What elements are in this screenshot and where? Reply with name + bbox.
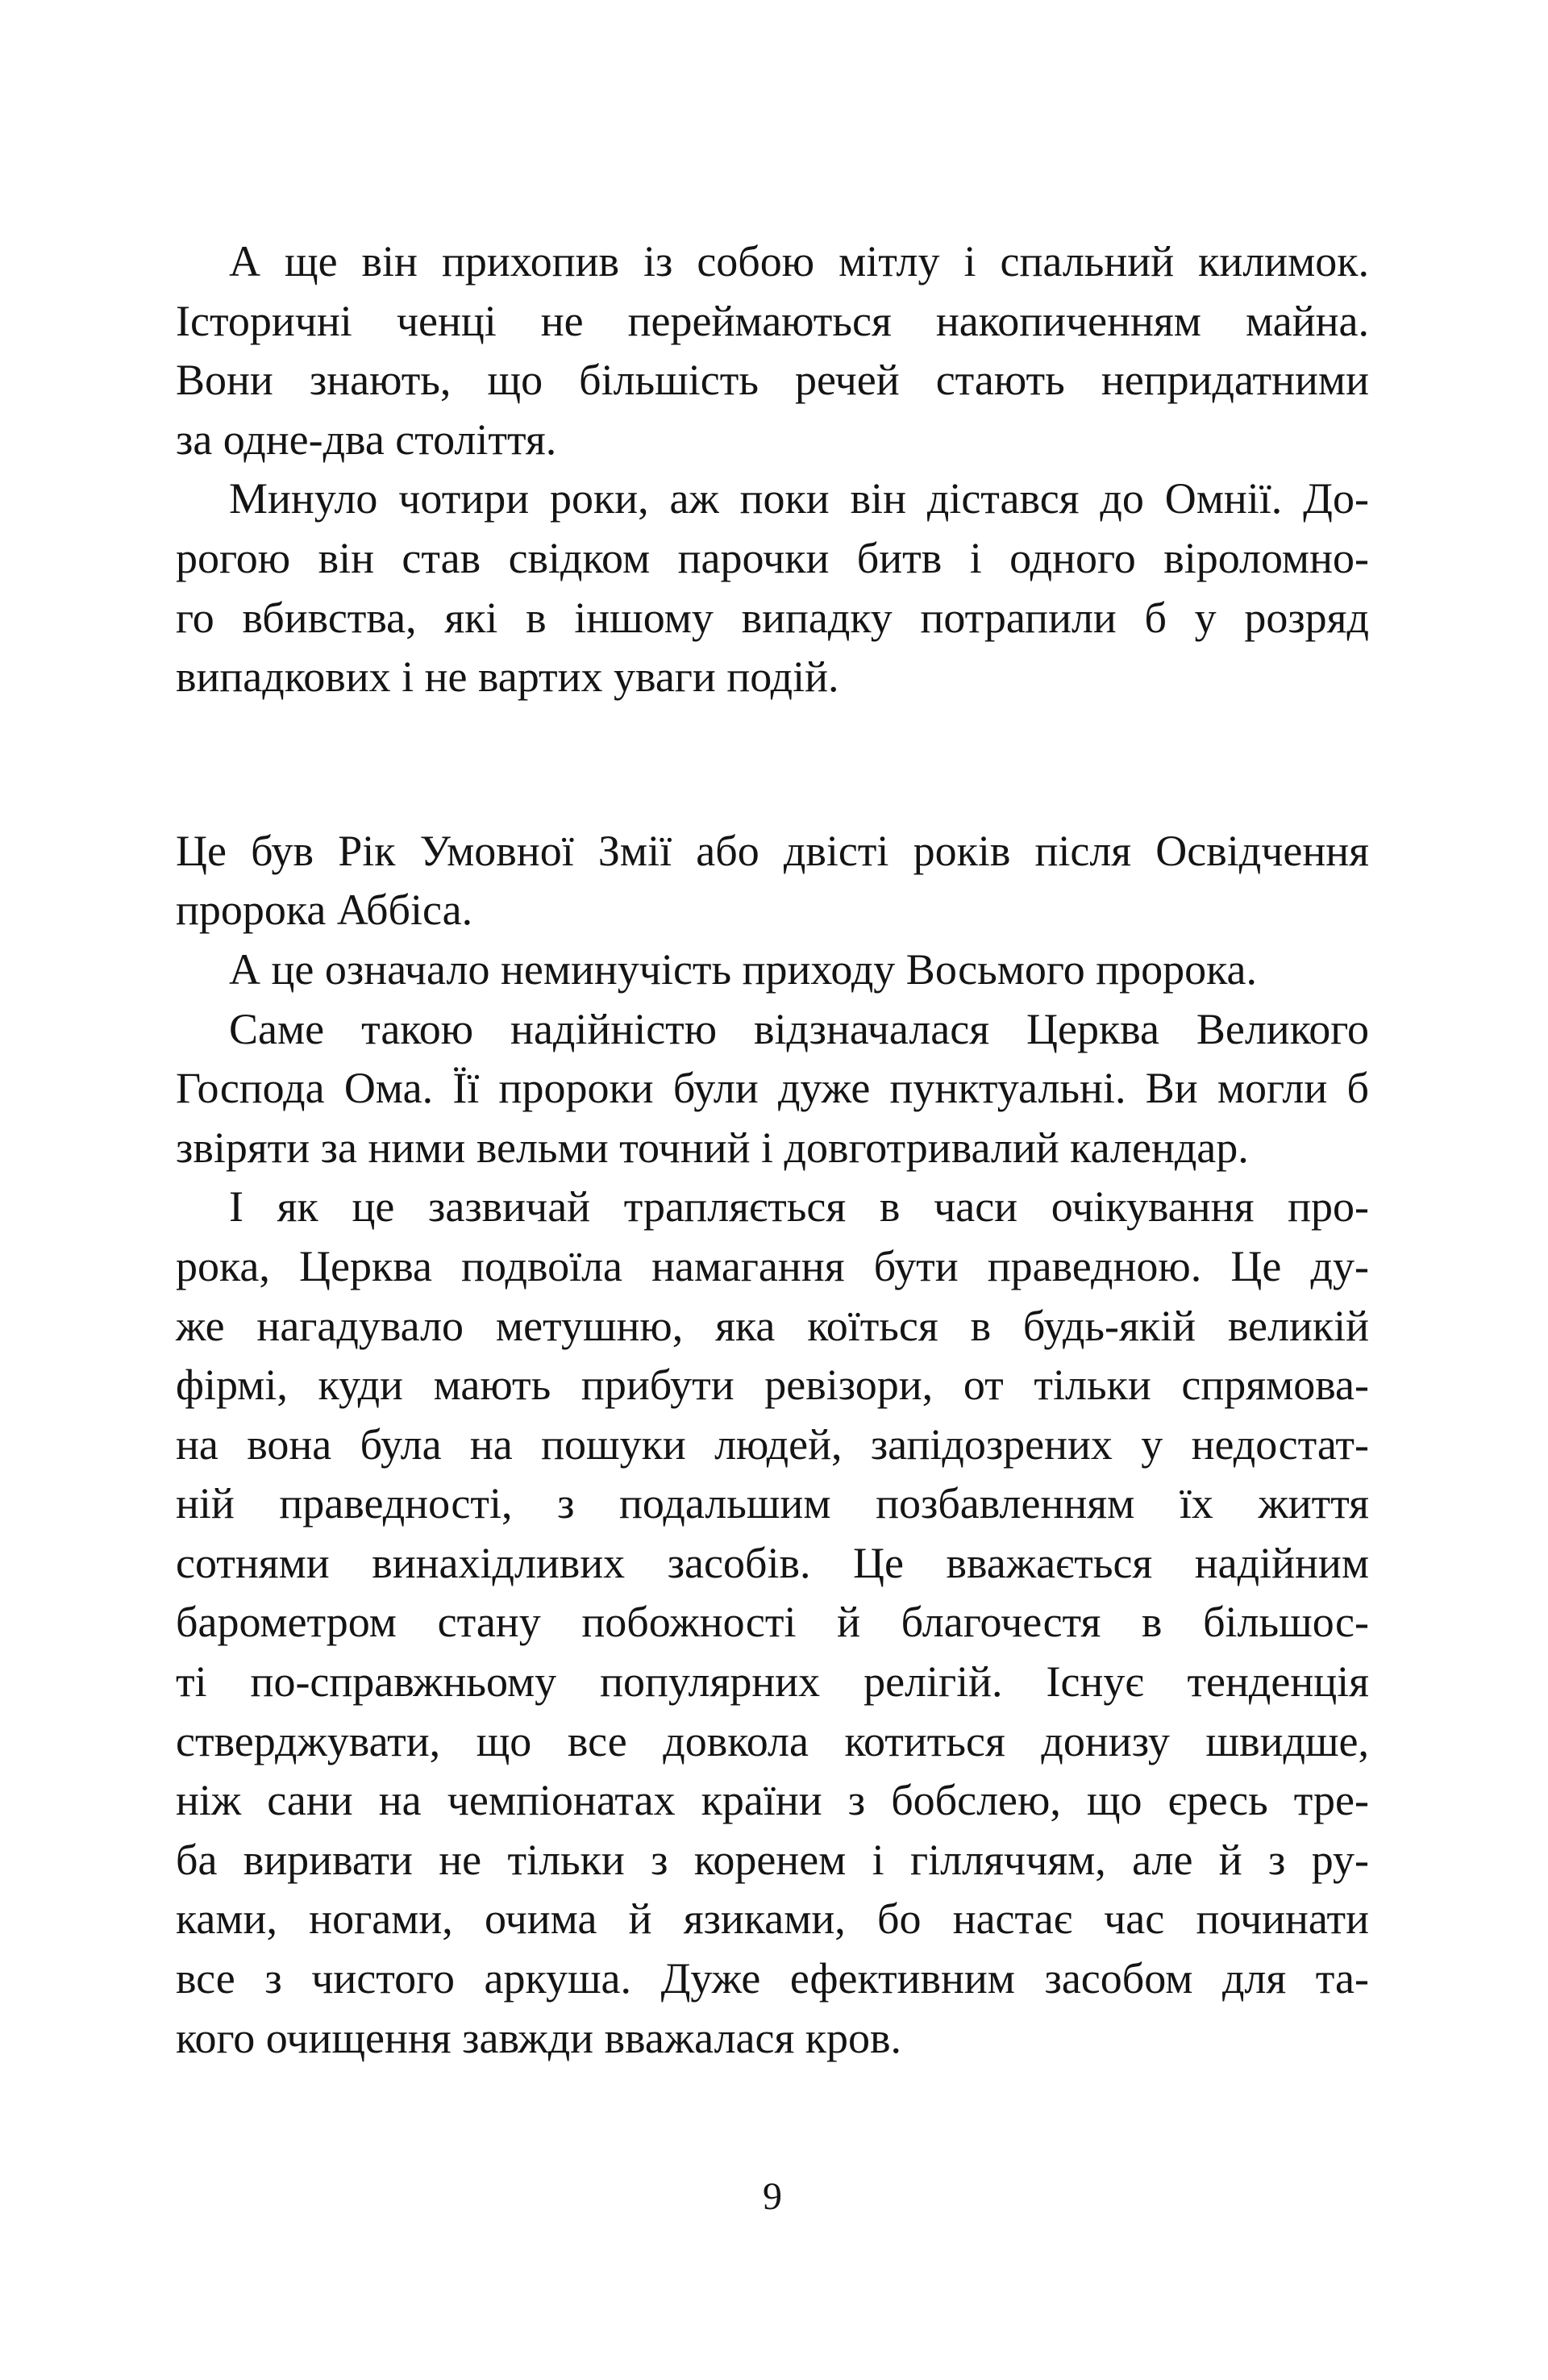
paragraph	[176, 940, 1369, 1000]
text-line: Господа Ома. Її пророки були дуже пунктуальні. Ви могли б	[176, 1064, 1369, 1113]
text-line: рогою він став свідком парочки битв і одного віроломно-	[176, 533, 1369, 582]
text-line: ніж сани на чемпіонатах країни з бобслею, що єресь тре-	[176, 1776, 1369, 1825]
text-line: ками, ногами, очима й язиками, бо настає час починати	[176, 1894, 1369, 1944]
text-line: Саме такою надійністю відзначалася Церква Великого	[229, 1004, 1369, 1053]
text-line: Історичні ченці не переймаються накопиченням майна.	[176, 296, 1369, 345]
text-line: за одне-два століття.	[176, 415, 557, 464]
text-line: го вбивства, які в іншому випадку потрапили б у розряд	[176, 593, 1369, 642]
paragraph	[176, 822, 1369, 940]
text-line: фірмі, куди мають прибути ревізори, от тільки спрямова-	[176, 1361, 1369, 1410]
text-line: звіряти за ними вельми точний і довготривалий календар.	[176, 1123, 1249, 1172]
text-line: же нагадувало метушню, яка коїться в будь-якій великій	[176, 1301, 1369, 1350]
text-line: А ще він прихопив із собою мітлу і спальний килимок.	[229, 237, 1369, 286]
paragraph	[176, 232, 1369, 469]
text-line: ті по-справжньому популярних релігій. Існує тенденція	[176, 1657, 1369, 1707]
text-line: все з чистого аркуша. Дуже ефективним засобом для та-	[176, 1954, 1369, 2003]
section	[176, 822, 1369, 2068]
text-line: І як це зазвичай трапляється в часи очікування про-	[229, 1182, 1369, 1232]
paragraph	[176, 1000, 1369, 1178]
text-line: ба виривати не тільки з коренем і гілляччям, але й з ру-	[176, 1835, 1369, 1884]
text-line: А це означало неминучість приходу Восьмого пророка.	[229, 944, 1258, 994]
text-line: барометром стану побожності й благочестя в більшос-	[176, 1598, 1369, 1647]
text-line: ній праведності, з подальшим позбавленням їх життя	[176, 1479, 1369, 1528]
text-line: випадкових і не вартих уваги подій.	[176, 652, 839, 702]
page-number: 9	[763, 2175, 782, 2218]
text-line: кого очищення завжди вважалася кров.	[176, 2013, 902, 2062]
text-line: пророка Аббіса.	[176, 886, 473, 935]
paragraph	[176, 1177, 1369, 2068]
text-line: Минуло чотири роки, аж поки він дістався до Омнії. До-	[229, 474, 1369, 523]
text-line: стверджувати, що все довкола котиться донизу швидше,	[176, 1716, 1369, 1765]
paragraph	[176, 469, 1369, 706]
text-line: на вона була на пошуки людей, запідозрених у недостат-	[176, 1419, 1369, 1469]
text-line: рока, Церква подвоїла намагання бути праведною. Це ду-	[176, 1241, 1369, 1290]
text-line: сотнями винахідливих засобів. Це вважається надійним	[176, 1538, 1369, 1587]
text-line: Це був Рік Умовної Змії або двісті років після Освідчення	[176, 826, 1369, 875]
text-block	[176, 232, 1369, 2068]
section	[176, 232, 1369, 707]
text-line: Вони знають, що більшість речей стають непридатними	[176, 356, 1369, 405]
